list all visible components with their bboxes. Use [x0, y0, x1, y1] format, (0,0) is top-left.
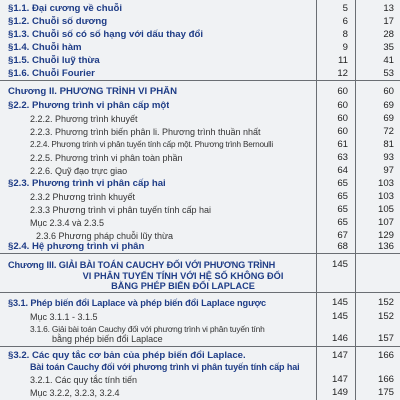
- page-number-col1: 145: [331, 259, 348, 270]
- page-number-col2: 129: [377, 230, 394, 241]
- chapter-title: Chương II. PHƯƠNG TRÌNH VI PHÂN: [8, 86, 178, 97]
- page-number-col1: 12: [337, 68, 348, 79]
- subsection-label: Mục 3.2.2, 3.2.3, 3.2.4: [30, 388, 120, 398]
- subsection-label: 2.3.6 Phương pháp chuỗi lũy thừa: [36, 231, 174, 241]
- page-number-col1: 61: [337, 139, 348, 150]
- section-label: §2.3. Phương trình vi phân cấp hai: [8, 178, 166, 189]
- page-number-col2: 152: [377, 297, 394, 308]
- row-divider-chapter2-top: [0, 80, 400, 81]
- page-number-col2: 152: [377, 311, 394, 322]
- page-number-col2: 17: [383, 16, 394, 27]
- page-number-col1: 68: [337, 241, 348, 252]
- subsection-label: 3.2.1. Các quy tắc tính tiến: [30, 375, 138, 385]
- page-number-col2: 103: [377, 178, 394, 189]
- subsection-label: 2.2.4. Phương trình vi phân tuyến tính cấp một. Phương trình Bernoulli: [30, 140, 274, 149]
- page-number-col2: 93: [383, 152, 394, 163]
- section-label: §2.4. Hệ phương trình vi phân: [8, 241, 145, 252]
- toc-entry-label: §1.1. Đại cương về chuỗi: [8, 3, 123, 14]
- page-number-col1: 147: [331, 374, 348, 385]
- toc-row: [0, 241, 400, 253]
- page-number-col1: 5: [342, 3, 348, 14]
- toc-row: [0, 100, 400, 112]
- subsection-label: Mục 3.1.1 - 3.1.5: [30, 312, 98, 322]
- page-number-col1: 65: [337, 204, 348, 215]
- subsection-label: 2.2.3. Phương trình biến phân li. Phương trình thuần nhất: [30, 127, 261, 137]
- page-number-col2: 105: [377, 204, 394, 215]
- page-number-col2: 81: [383, 139, 394, 150]
- toc-row: [0, 217, 400, 229]
- page-number-col1: 60: [337, 86, 348, 97]
- page-number-col2: 103: [377, 191, 394, 202]
- chapter-title-line-3: BẰNG PHÉP BIẾN ĐỔI LAPLACE: [111, 281, 255, 291]
- toc-row: [0, 55, 400, 67]
- page-number-col1: 147: [331, 350, 348, 361]
- toc-entry-label: §1.6. Chuỗi Fourier: [8, 68, 95, 79]
- page-number-col1: 9: [342, 42, 348, 53]
- page-number-col2: 166: [377, 374, 394, 385]
- page-number-col2: 166: [377, 350, 394, 361]
- page-number-col2: 69: [383, 113, 394, 124]
- section-label: §2.2. Phương trình vi phân cấp một: [8, 100, 170, 111]
- page-number-col1: 60: [337, 126, 348, 137]
- page-number-col2: 157: [377, 333, 394, 344]
- toc-row: [0, 165, 400, 177]
- toc-row: [0, 68, 400, 80]
- page-number-col2: 136: [377, 241, 394, 252]
- page-number-col2: 13: [383, 3, 394, 14]
- chapter-heading: [0, 86, 400, 98]
- page-number-col1: 11: [338, 55, 348, 66]
- chapter-title-line-2: VI PHÂN TUYẾN TÍNH VỚI HỆ SỐ KHÔNG ĐỔI: [82, 271, 284, 281]
- toc-entry-label: §1.3. Chuỗi số có số hạng với dấu thay đổi: [8, 29, 203, 40]
- row-divider-sec32-top: [0, 346, 400, 347]
- subsection-label: 2.2.6. Quỹ đạo trực giao: [30, 166, 128, 176]
- toc-row: [0, 113, 400, 125]
- toc-row: [0, 16, 400, 28]
- toc-row: [0, 139, 400, 151]
- toc-row: [0, 311, 400, 323]
- toc-row: [0, 191, 400, 203]
- page-number-col1: 65: [337, 191, 348, 202]
- subsection-label: 2.3.2 Phương trình khuyết: [30, 192, 135, 202]
- chapter-heading-line: [0, 280, 400, 292]
- toc-row: [0, 178, 400, 190]
- page-number-col2: 107: [377, 217, 394, 228]
- page-number-col1: 146: [331, 333, 348, 344]
- subsection-label-continued: bằng phép biến đổi Laplace: [52, 334, 163, 344]
- toc-row: [0, 387, 400, 399]
- toc-row: [0, 374, 400, 386]
- page-number-col1: 63: [337, 152, 348, 163]
- page-number-col1: 60: [337, 113, 348, 124]
- page-number-col2: 35: [383, 42, 394, 53]
- row-divider-chapter3-top: [0, 253, 400, 254]
- toc-row: [0, 3, 400, 15]
- toc-row: [0, 29, 400, 41]
- page-number-col2: 69: [383, 100, 394, 111]
- toc-row: [0, 126, 400, 138]
- page-number-col2: 53: [383, 68, 394, 79]
- page-number-col2: 72: [383, 126, 394, 137]
- toc-entry-label: §1.5. Chuỗi luỹ thừa: [8, 55, 100, 66]
- page-number-col2: 28: [383, 29, 394, 40]
- subsection-label: 2.3.3 Phương trình vi phân tuyến tính cấp hai: [30, 205, 212, 215]
- chapter-title-line-1: Chương III. GIẢI BÀI TOÁN CAUCHY ĐỐI VỚI PHƯƠNG TRÌNH: [8, 260, 276, 270]
- subsection-label: Mục 2.3.4 và 2.3.5: [30, 218, 105, 228]
- page-number-col2: 60: [383, 86, 394, 97]
- page-number-col1: 145: [331, 297, 348, 308]
- section-label: §3.1. Phép biến đổi Laplace và phép biến đổi Laplace ngược: [8, 298, 267, 308]
- page-number-col1: 149: [331, 387, 348, 398]
- page-number-col1: 64: [337, 165, 348, 176]
- page-number-col1: 67: [337, 230, 348, 241]
- subsection-label: 2.2.2. Phương trình khuyết: [30, 114, 138, 124]
- subsection-label: 3.1.6. Giải bài toán Cauchy đối với phương trình vi phân tuyến tính: [30, 324, 265, 334]
- toc-row: [0, 204, 400, 216]
- page-number-col1: 6: [342, 16, 348, 27]
- toc-entry-label: §1.4. Chuỗi hàm: [8, 42, 82, 53]
- toc-row: [0, 152, 400, 164]
- toc-row: [0, 42, 400, 54]
- page-number-col1: 145: [331, 311, 348, 322]
- toc-row: [0, 333, 400, 345]
- toc-row: [0, 297, 400, 309]
- page-number-col2: 175: [377, 387, 394, 398]
- page-number-col1: 60: [337, 100, 348, 111]
- toc-entry-label: §1.2. Chuỗi số dương: [8, 16, 108, 27]
- row-divider-sec31-top: [0, 292, 400, 293]
- toc-row: [0, 361, 400, 373]
- section-label-line-2: Bài toán Cauchy đối với phương trình vi phân tuyến tính cấp hai: [30, 362, 300, 372]
- page-number-col1: 65: [337, 178, 348, 189]
- page-number-col1: 65: [337, 217, 348, 228]
- subsection-label: 2.2.5. Phương trình vi phân toàn phần: [30, 153, 183, 163]
- page-number-col2: 41: [383, 55, 394, 66]
- page-number-col2: 97: [383, 165, 394, 176]
- section-label-line-1: §3.2. Các quy tắc cơ bản của phép biến đổi Laplace.: [8, 350, 246, 361]
- page-number-col1: 8: [342, 29, 348, 40]
